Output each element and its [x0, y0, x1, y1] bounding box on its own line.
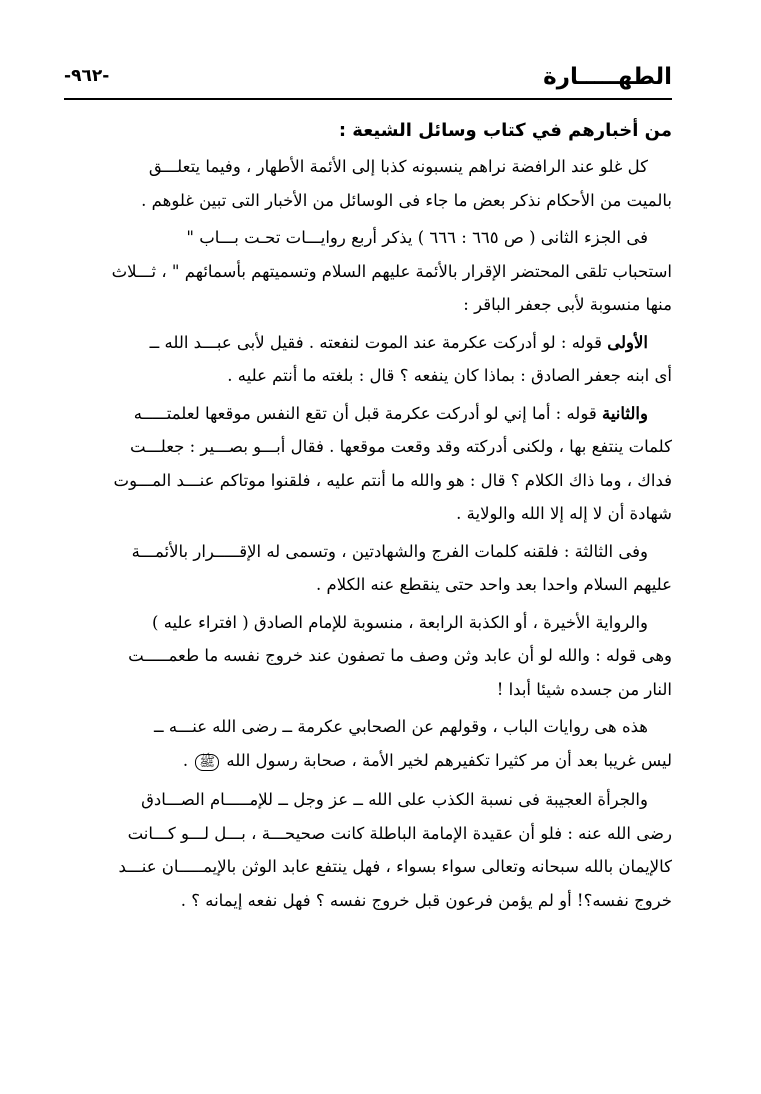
lead-word: والثانية [601, 403, 648, 423]
text-line: والرواية الأخيرة ، أو الكذبة الرابعة ، منسوبة للإمام الصادق ( افتراء عليه ) [152, 612, 648, 632]
text-line: النار من جسده شيئا أبدا ! [496, 679, 672, 699]
section-title: من أخبارهم في كتاب وسائل الشيعة : [338, 120, 672, 141]
chapter-title: الطهـــــارة [543, 64, 672, 90]
text-line: وهى قوله : والله لو أن عابد وثن وصف ما تصفون عند خروج نفسه ما طعمـــــت [128, 646, 672, 665]
text-line: فداك ، وما ذاك الكلام ؟ قال : هو والله ما أنتم عليه ، فلقنوا موتاكم عنـــد المـــوت [113, 470, 672, 490]
paragraph [64, 397, 672, 531]
text-fragment: قوله : لو أدركت عكرمة عند الموت لنفعته . فقيل لأبى عبـــد الله ــ [149, 332, 608, 352]
text-line: كل غلو عند الرافضة نراهم ينسبونه كذبا إلى الأئمة الأطهار ، وفيما يتعلـــق [148, 157, 648, 176]
text-line [64, 326, 672, 360]
text-line: هذه هى روايات الباب ، وقولهم عن الصحابي عكرمة ــ رضى الله عنـــه ــ [153, 717, 648, 736]
paragraph [64, 535, 672, 602]
text-line: عليهم السلام واحدا بعد واحد حتى ينقطع عنه الكلام . [316, 575, 672, 594]
text-line: فى الجزء الثانى ( ص ٦٦٥ : ٦٦٦ ) يذكر أربع روايـــات تحـت بـــاب " [186, 228, 648, 247]
text-line: خروج نفسه؟! أو لم يؤمن فرعون قبل خروج نفسه ؟ فهل نفعه إيمانه ؟ . [180, 890, 672, 910]
salla-symbol: ﷺ [195, 754, 219, 771]
document-page [64, 58, 672, 917]
paragraph [64, 783, 672, 917]
paragraph [64, 606, 672, 707]
paragraph [64, 710, 672, 779]
text-fragment: قوله : أما إني لو أدركت عكرمة قبل أن تقع النفس موقعها لعلمتـــــه [133, 403, 602, 423]
text-line: رضى الله عنه : فلو أن عقيدة الإمامة الباطلة كانت صحيحـــة ، بـــل لـــو كـــانت [127, 823, 672, 843]
text-line: ليس غريبا بعد أن مر كثيرا تكفيرهم لخير الأمة ، صحابة رسول الله ﷺ . [182, 750, 672, 770]
text-line: كالإيمان بالله سبحانه وتعالى سواء بسواء ، فهل ينتفع عابد الوثن بالإيمـــــان عنـــد [118, 857, 672, 876]
text-line: والجرأة العجيبة فى نسبة الكذب على الله ــ عز وجل ــ للإمـــــام الصـــادق [141, 790, 648, 809]
page-header [64, 58, 672, 100]
text-line: استحباب تلقى المحتضر الإقرار بالأئمة عليهم السلام وتسميتهم بأسمائهم " ، ثـــلاث [111, 261, 672, 281]
paragraph [64, 221, 672, 322]
text-line: منها منسوبة لأبى جعفر الباقر : [463, 295, 672, 314]
text-line: أى ابنه جعفر الصادق : بماذا كان ينفعه ؟ قال : بلغته ما أنتم عليه . [227, 366, 672, 385]
paragraph [64, 326, 672, 393]
text-line [64, 397, 672, 431]
text-line: كلمات ينتفع بها ، ولكنى أدركته وقد وقعت موقعها . فقال أبـــو بصـــير : جعلـــت [130, 437, 672, 456]
text-line: وفى الثالثة : فلقنه كلمات الفرج والشهادتين ، وتسمى له الإقـــــرار بالأئمـــة [131, 541, 648, 561]
paragraph [64, 150, 672, 217]
lead-word: الأولى [607, 332, 648, 352]
page-number: -٩٦٢- [64, 66, 110, 86]
text-line: بالميت من الأحكام نذكر بعض ما جاء فى الوسائل من الأخبار التى تبين غلوهم . [141, 190, 672, 210]
text-fragment: ليس غريبا بعد أن مر كثيرا تكفيرهم لخير الأمة ، صحابة رسول الله [226, 750, 672, 770]
text-line: شهادة أن لا إله إلا الله والولاية . [456, 504, 672, 523]
